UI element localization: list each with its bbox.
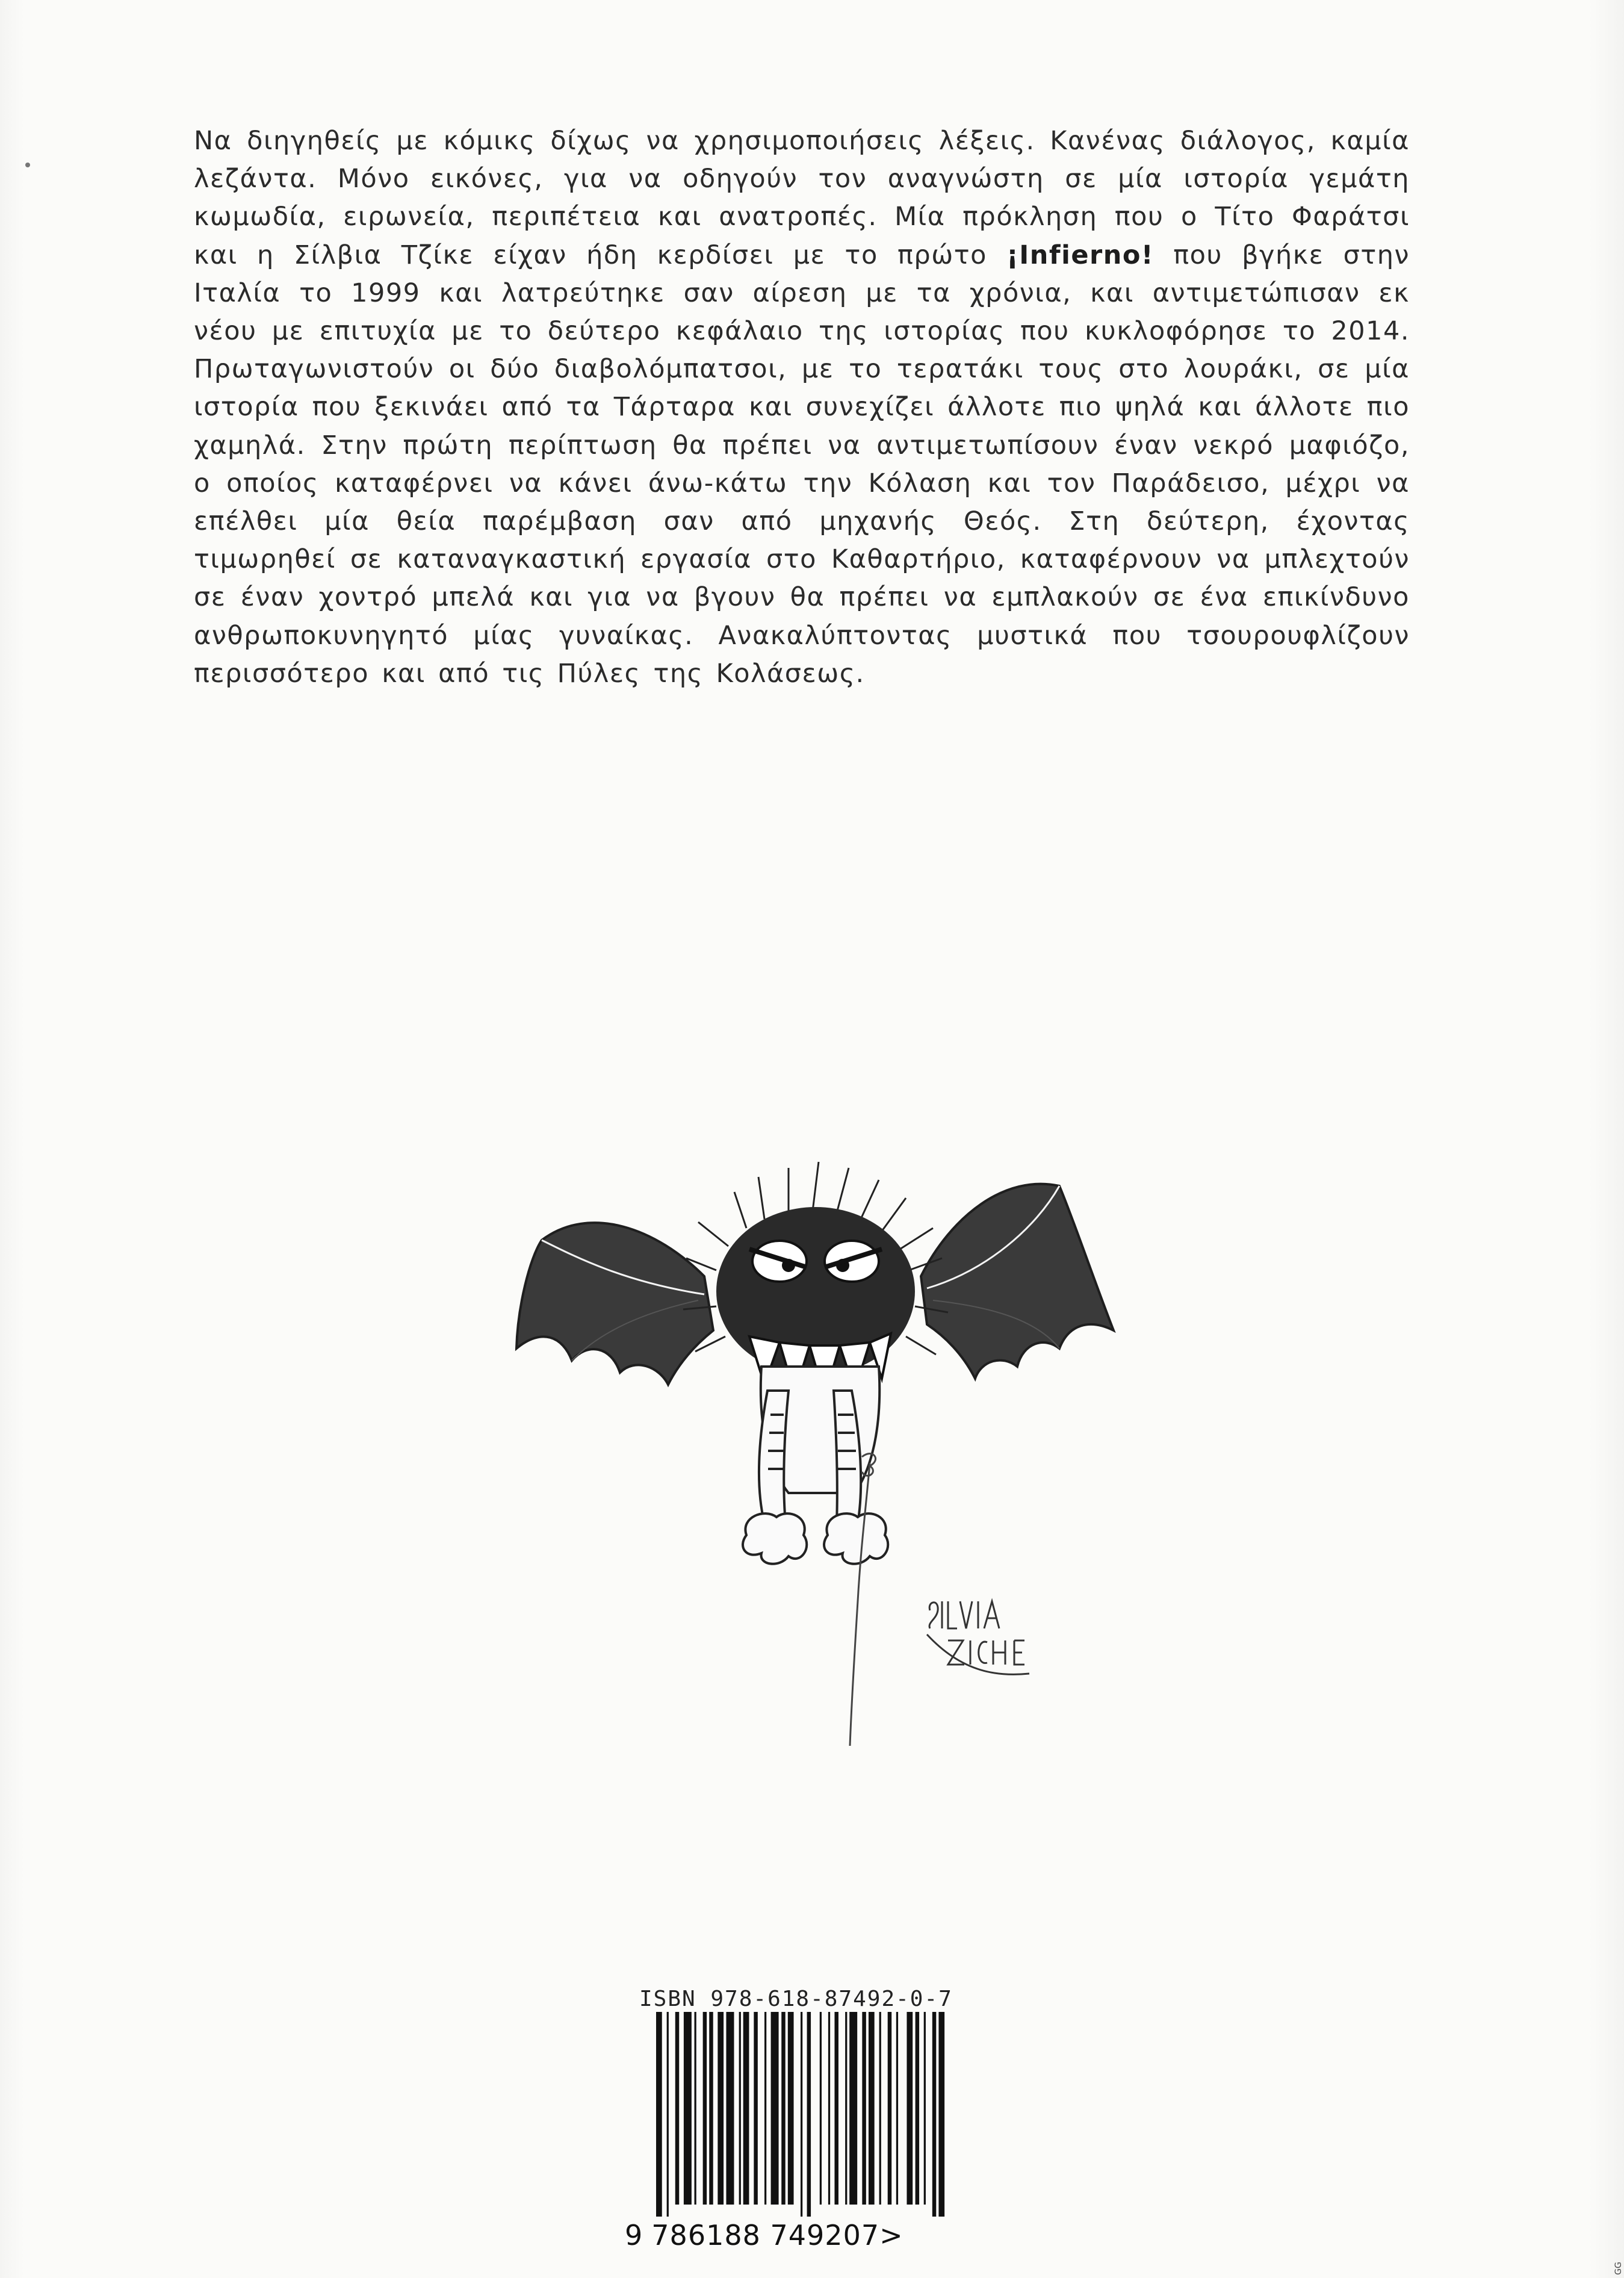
barcode-bar <box>828 2012 830 2205</box>
barcode-bar <box>684 2012 692 2205</box>
barcode-bar <box>754 2012 757 2205</box>
barcode-bar <box>656 2012 662 2217</box>
isbn-label: ISBN 978-618-87492-0-7 <box>639 1987 953 2011</box>
barcode-bar <box>849 2012 857 2205</box>
barcode-bar <box>675 2012 679 2205</box>
barcode-bar <box>695 2012 696 2205</box>
barcode-bar <box>896 2012 898 2205</box>
barcode-bar <box>739 2012 741 2205</box>
barcode-bar <box>879 2012 881 2205</box>
barcode-bar <box>834 2012 838 2205</box>
barcode-bar <box>717 2012 724 2205</box>
right-wing <box>921 1184 1114 1379</box>
barcode-bar <box>788 2012 794 2205</box>
barcode-bar <box>907 2012 913 2205</box>
synopsis-book-title: ¡Infierno! <box>1006 240 1154 270</box>
barcode-bar <box>771 2012 779 2205</box>
barcode-bar <box>820 2012 822 2205</box>
barcode-bar <box>862 2012 866 2205</box>
barcode-bar <box>703 2012 707 2205</box>
barcode-bar <box>764 2012 766 2205</box>
barcode-end-marker: > <box>879 2219 903 2252</box>
barcode-bar <box>924 2012 926 2205</box>
barcode-bar <box>726 2012 734 2205</box>
barcode-bar <box>807 2012 811 2217</box>
barcode-bar <box>667 2012 669 2217</box>
barcode-digit-groups: 786188 749207 <box>651 2219 880 2252</box>
barcode-bar <box>709 2012 713 2205</box>
barcode-bar <box>938 2012 944 2217</box>
feet <box>743 1513 888 1564</box>
barcode-bar <box>781 2012 785 2205</box>
synopsis-part-1: Να διηγηθείς με κόμικς δίχως να χρησιμοποιήσεις λέξεις. Κανένας διάλογος, καμία λεζάντα. Μόνο εικόνες, για να οδηγούν τον αναγνώστη σε μία ιστορία γεμάτη κωμωδία, ειρωνεία, περιπέτεια και ανατροπές. Μία πρόκληση που ο Τίτο Φαράτσι και η Σίλβια Τζίκε είχαν ήδη κερδίσει με το πρώτο <box>194 126 1410 270</box>
scan-speck <box>25 163 30 167</box>
barcode-bar <box>801 2012 802 2217</box>
barcode-bar <box>888 2012 891 2205</box>
barcode-bar <box>845 2012 847 2205</box>
barcode-bar <box>916 2012 919 2205</box>
bat-monster-illustration <box>506 1078 1132 1752</box>
synopsis-text <box>194 122 1410 693</box>
artist-signature <box>927 1601 1029 1674</box>
scanner-watermark: GG <box>1613 2262 1623 2275</box>
synopsis-part-2: που βγήκε στην Ιταλία το 1999 και λατρεύτηκε σαν αίρεση με τα χρόνια, και αντιμετώπισαν εκ νέου με επιτυχία με το δεύτερο κεφάλαιο της ιστορίας που κυκλοφόρησε το 2014. Πρωταγωνιστούν οι δύο διαβολόμπατσοι, με το τερατάκι τους στο λουράκι, σε μία ιστορία που ξεκινάει από τα Τάρταρα και συνεχίζει άλλοτε πιο ψηλά και άλλοτε πιο χαμηλά. Στην πρώτη περίπτωση θα πρέπει να αντιμετωπίσουν έναν νεκρό μαφιόζο, ο οποίος καταφέρνει να κάνει άνω-κάτω την Κόλαση και τον Παράδεισο, μέχρι να επέλθει μία θεία παρέμβαση σαν από μηχανής Θεός. Στη δεύτερη, έχοντας τιμωρηθεί σε καταναγκαστική εργασία στο Καθαρτήριο, καταφέρνουν να μπλεχτούν σε έναν χοντρό μπελά και για να βγουν θα πρέπει να εμπλακούν σε ένα επικίνδυνο ανθρωποκυνηγητό μίας γυναίκας. Ανακαλύπτοντας μυστικά που τσουρουφλίζουν περισσότερο και από τις Πύλες της Κολάσεως. <box>194 240 1410 689</box>
barcode-number <box>625 2219 962 2252</box>
barcode-bar <box>932 2012 936 2217</box>
barcode-bar <box>869 2012 875 2205</box>
barcode-first-digit: 9 <box>625 2219 643 2252</box>
barcode-bar <box>743 2012 749 2205</box>
ean-barcode <box>656 2012 945 2217</box>
